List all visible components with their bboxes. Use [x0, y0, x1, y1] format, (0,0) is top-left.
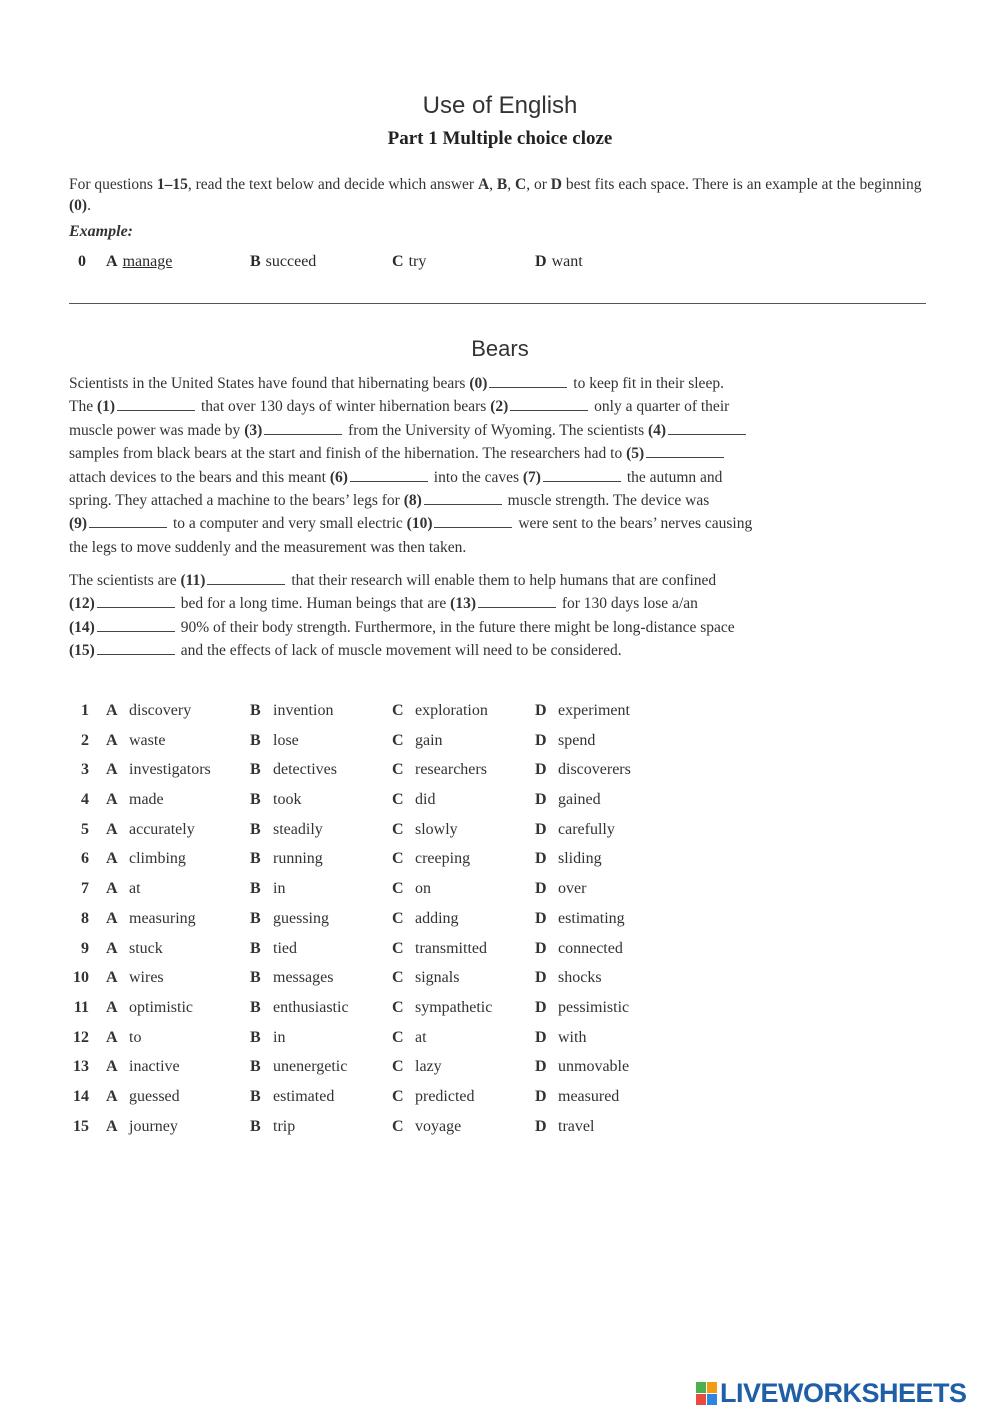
question-number: 15: [73, 1117, 89, 1135]
option-d[interactable]: D with: [535, 1028, 587, 1046]
question-row: [0, 999, 1000, 1029]
example-row: [0, 253, 1000, 275]
gap-blank[interactable]: [489, 375, 567, 388]
logo-icon: [696, 1382, 718, 1406]
question-row: [0, 1058, 1000, 1088]
option-d[interactable]: D gained: [535, 791, 601, 809]
option-a[interactable]: A investigators: [106, 761, 211, 779]
gap-blank[interactable]: [117, 398, 195, 411]
liveworksheets-logo: [696, 1376, 996, 1410]
gap-blank[interactable]: [543, 469, 621, 482]
option-a[interactable]: A guessed: [106, 1087, 180, 1105]
option-a[interactable]: A discovery: [106, 702, 192, 719]
option-a[interactable]: A at: [106, 880, 141, 898]
example-option-a: A manage: [106, 253, 173, 270]
question-number: 9: [81, 939, 89, 957]
gap-blank[interactable]: [478, 595, 556, 608]
gap-blank[interactable]: [668, 422, 746, 435]
option-b[interactable]: B took: [250, 791, 302, 809]
question-number: 6: [81, 850, 89, 868]
question-number: 1: [81, 702, 89, 719]
option-a[interactable]: A optimistic: [106, 998, 193, 1016]
option-c[interactable]: C signals: [392, 969, 460, 987]
example-option-b: B succeed: [250, 253, 317, 270]
option-c[interactable]: C sympathetic: [392, 998, 493, 1016]
gap-blank[interactable]: [646, 445, 724, 458]
question-number: 14: [73, 1087, 89, 1105]
option-b[interactable]: B running: [250, 850, 323, 868]
option-d[interactable]: D connected: [535, 939, 623, 957]
question-row: [0, 850, 1000, 880]
question-row: [0, 1118, 1000, 1148]
option-a[interactable]: A accurately: [106, 820, 195, 838]
question-number: 11: [73, 998, 89, 1016]
option-c[interactable]: C gain: [392, 731, 443, 749]
option-c[interactable]: C adding: [392, 909, 459, 927]
question-row: [0, 821, 1000, 851]
option-b[interactable]: B invention: [250, 702, 334, 719]
option-c[interactable]: C exploration: [392, 702, 488, 719]
option-d[interactable]: D sliding: [535, 850, 602, 868]
question-row: [0, 969, 1000, 999]
option-c[interactable]: C lazy: [392, 1058, 442, 1076]
option-d[interactable]: D experiment: [535, 702, 630, 719]
article-paragraph-1: Scientists in the United States have found that hibernating bears (0) to keep fit in their sleep. The (1) that over 130 days of winter hibernation bears (2) only a quarter of their muscle power was made by (3) from the University of Wyoming. The scientists (4) samples from black bears at the start and finish of the hibernation. The researchers had to (5) attach devices to the bears and this meant (6) into the caves (7) the autumn and spring. They attached a machine to the bears’ legs for (8) muscle strength. The device was (9) to a computer and very small electric (10) were sent to the bears’ nerves causing the legs to move suddenly and the measurement was then taken.: [69, 375, 753, 556]
question-number: 13: [73, 1058, 89, 1076]
example-label: Example:: [69, 223, 133, 240]
option-b[interactable]: B enthusiastic: [250, 998, 349, 1016]
question-number: 4: [81, 791, 89, 809]
option-b[interactable]: B detectives: [250, 761, 337, 779]
option-d[interactable]: D over: [535, 880, 587, 898]
option-a[interactable]: A wires: [106, 969, 164, 987]
question-number: 10: [73, 969, 89, 987]
instructions: For questions 1–15, read the text below and decide which answer A, B, C, or D best fits each space. There is an example at the beginning (0).: [69, 176, 922, 214]
option-a[interactable]: A measuring: [106, 909, 196, 927]
option-b[interactable]: B tied: [250, 939, 297, 957]
option-b[interactable]: B trip: [250, 1117, 296, 1135]
question-row: [0, 791, 1000, 821]
answer-options-list: [0, 702, 1000, 1147]
option-b[interactable]: B in: [250, 880, 286, 898]
option-d[interactable]: D spend: [535, 731, 596, 749]
question-row: [0, 880, 1000, 910]
option-b[interactable]: B messages: [250, 969, 334, 987]
option-b[interactable]: B estimated: [250, 1087, 335, 1105]
gap-blank[interactable]: [89, 515, 167, 528]
option-c[interactable]: C on: [392, 880, 431, 898]
part-subtitle: Part 1 Multiple choice cloze: [387, 128, 613, 149]
section-divider: [69, 303, 926, 304]
option-b[interactable]: B lose: [250, 731, 299, 749]
option-a[interactable]: A made: [106, 791, 164, 809]
option-b[interactable]: B unenergetic: [250, 1058, 348, 1076]
option-d[interactable]: D estimating: [535, 909, 625, 927]
question-number: 5: [81, 820, 89, 838]
gap-blank[interactable]: [97, 619, 175, 632]
question-number: 2: [81, 731, 89, 749]
option-b[interactable]: B in: [250, 1028, 286, 1046]
option-c[interactable]: C did: [392, 791, 436, 809]
question-number: 3: [81, 761, 89, 779]
example-number: 0: [78, 253, 86, 270]
option-c[interactable]: C transmitted: [392, 939, 487, 957]
question-row: [0, 1029, 1000, 1059]
option-d[interactable]: D discoverers: [535, 761, 631, 779]
option-d[interactable]: D carefully: [535, 820, 615, 838]
gap-blank[interactable]: [264, 422, 342, 435]
option-d[interactable]: D shocks: [535, 969, 602, 987]
option-d[interactable]: D travel: [535, 1117, 595, 1135]
question-row: [0, 910, 1000, 940]
question-number: 7: [81, 880, 89, 898]
option-c[interactable]: C researchers: [392, 761, 487, 779]
option-c[interactable]: C predicted: [392, 1087, 475, 1105]
option-a[interactable]: A stuck: [106, 939, 163, 957]
option-a[interactable]: A journey: [106, 1117, 178, 1135]
question-row: [0, 1088, 1000, 1118]
option-b[interactable]: B guessing: [250, 909, 329, 927]
option-c[interactable]: C at: [392, 1028, 427, 1046]
option-c[interactable]: C slowly: [392, 820, 458, 838]
option-a[interactable]: A inactive: [106, 1058, 180, 1076]
gap-blank[interactable]: [510, 398, 588, 411]
gap-blank[interactable]: [424, 492, 502, 505]
question-number: 12: [73, 1028, 89, 1046]
gap-blank[interactable]: [97, 642, 175, 655]
option-a[interactable]: A waste: [106, 731, 166, 749]
gap-blank[interactable]: [97, 595, 175, 608]
option-a[interactable]: A climbing: [106, 850, 186, 868]
article-paragraph-2: The scientists are (11) that their research will enable them to help humans that are confined (12) bed for a long time. Human beings that are (13) for 130 days lose a/an (14) 90% of their body strength. Furthermore, in the future there might be long-distance space (15) and the effects of lack of muscle movement will need to be considered.: [69, 572, 735, 660]
option-d[interactable]: D pessimistic: [535, 998, 630, 1016]
gap-blank[interactable]: [207, 572, 285, 585]
example-option-d: D want: [535, 253, 583, 270]
gap-blank[interactable]: [434, 515, 512, 528]
question-row: [0, 940, 1000, 970]
example-option-c: C try: [392, 253, 427, 270]
option-a[interactable]: A to: [106, 1028, 142, 1046]
brand-name: LIVEWORKSHEETS: [720, 1378, 967, 1408]
option-d[interactable]: D unmovable: [535, 1058, 630, 1076]
option-c[interactable]: C creeping: [392, 850, 471, 868]
question-number: 8: [81, 909, 89, 927]
question-row: [0, 732, 1000, 762]
option-c[interactable]: C voyage: [392, 1117, 462, 1135]
option-d[interactable]: D measured: [535, 1087, 620, 1105]
question-row: [0, 761, 1000, 791]
question-row: [0, 702, 1000, 732]
page-title: Use of English: [422, 92, 578, 119]
gap-blank[interactable]: [350, 469, 428, 482]
article-title: Bears: [471, 336, 529, 361]
option-b[interactable]: B steadily: [250, 820, 323, 838]
